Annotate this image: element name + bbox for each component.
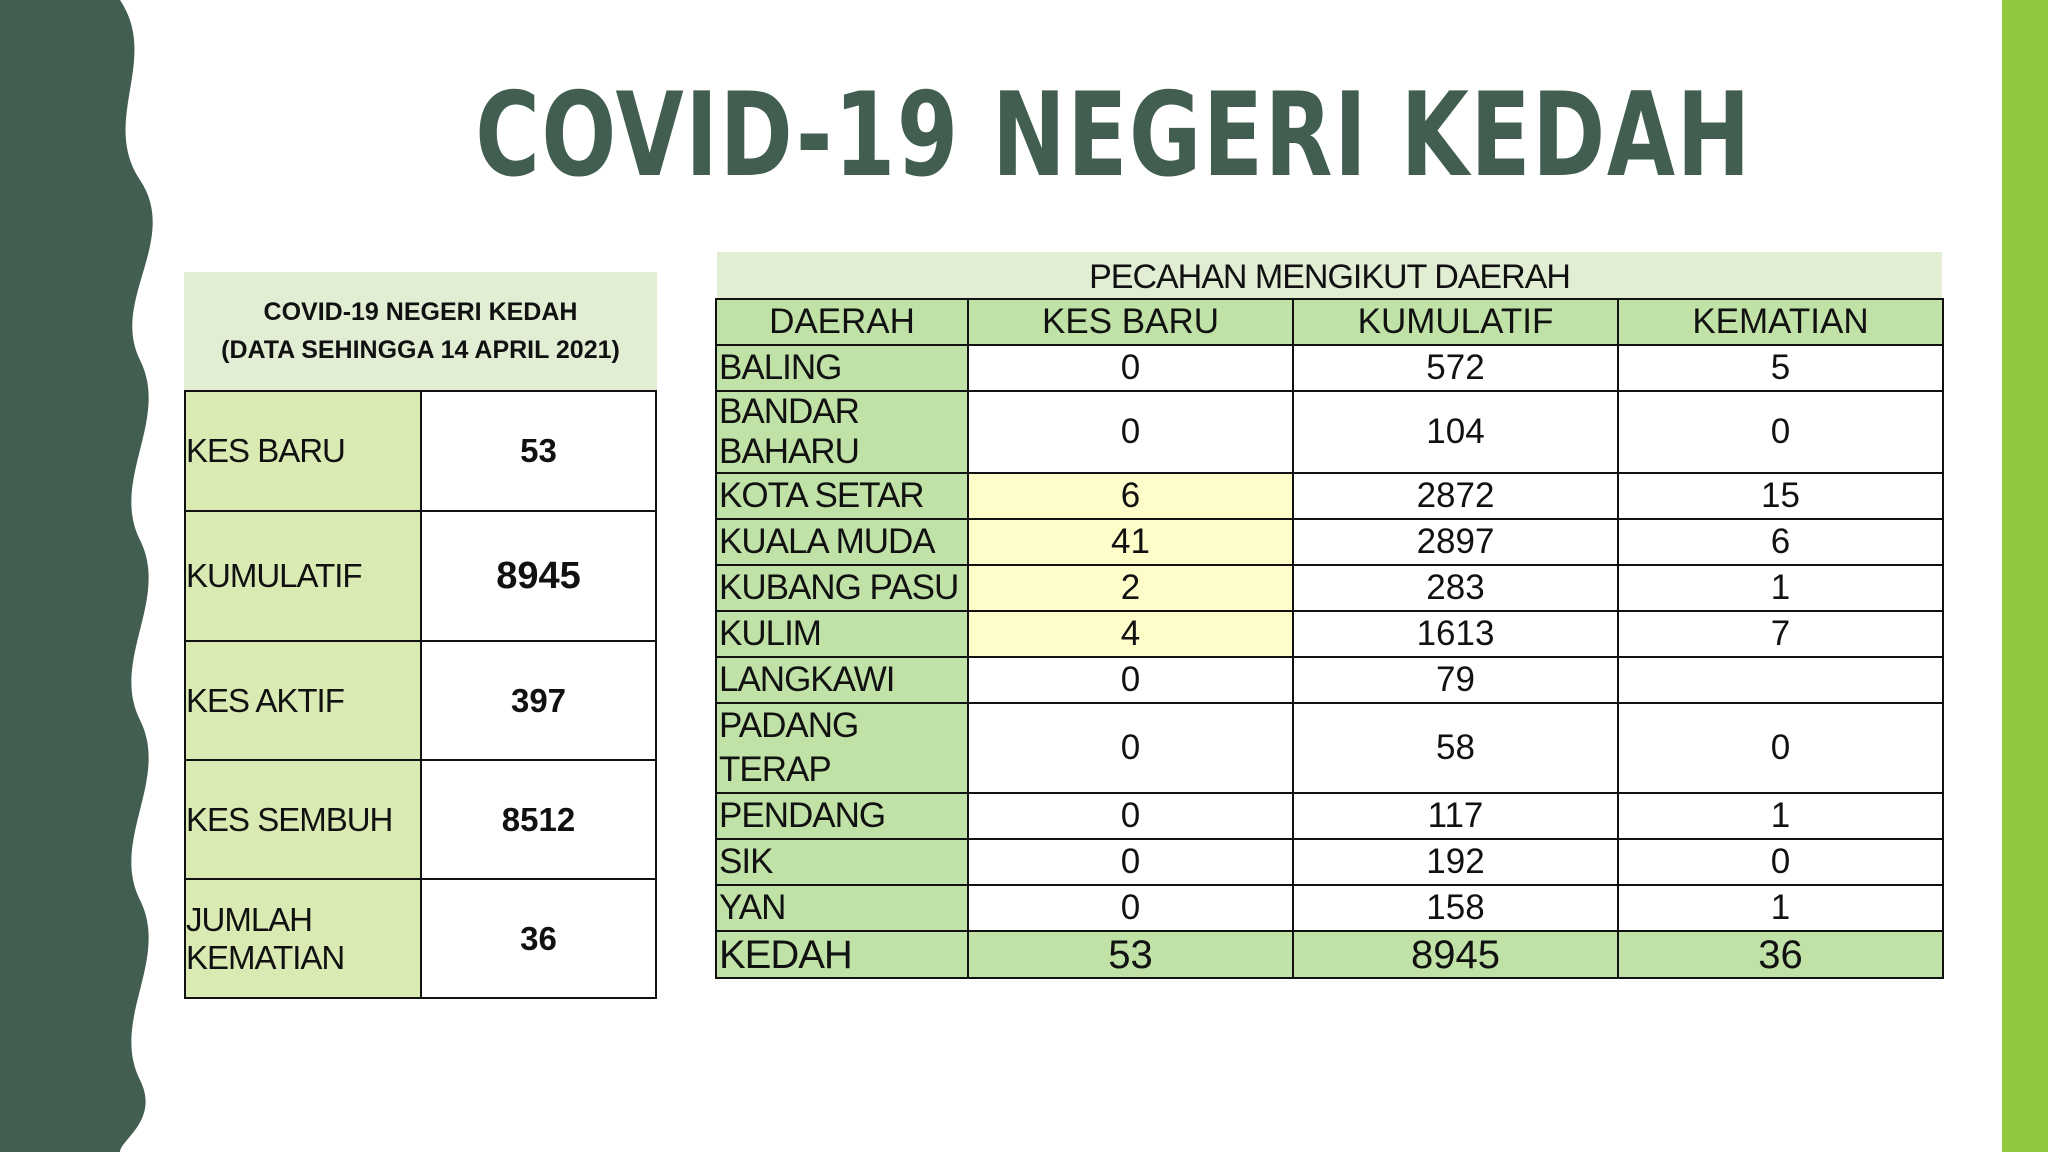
summary-row	[185, 879, 656, 998]
table-row	[716, 657, 1943, 703]
summary-value: 53	[421, 391, 656, 511]
kumulatif-cell: 104	[1293, 391, 1618, 473]
table-row	[716, 793, 1943, 839]
column-header: KES BARU	[968, 299, 1293, 345]
district-caption: PECAHAN MENGIKUT DAERAH	[717, 252, 1942, 298]
district-name-line: BANDAR	[719, 392, 859, 431]
district-name: PENDANG	[716, 793, 968, 839]
kes-baru-cell: 0	[968, 885, 1293, 931]
kumulatif-cell: 283	[1293, 565, 1618, 611]
district-name: KULIM	[716, 611, 968, 657]
district-name-line: BAHARU	[719, 432, 859, 471]
page-title: COVID-19 NEGERI KEDAH	[475, 68, 1752, 203]
right-accent-bar	[2002, 0, 2048, 1152]
total-kumulatif: 8945	[1293, 931, 1618, 978]
district-name	[716, 391, 968, 473]
table-row	[716, 611, 1943, 657]
summary-header	[184, 272, 657, 390]
summary-value: 8945	[421, 511, 656, 641]
kes-baru-cell: 41	[968, 519, 1293, 565]
kumulatif-cell: 2897	[1293, 519, 1618, 565]
kematian-cell: 0	[1618, 391, 1943, 473]
table-row	[716, 703, 1943, 793]
total-row	[716, 931, 1943, 978]
kes-baru-cell: 0	[968, 793, 1293, 839]
summary-value: 397	[421, 641, 656, 760]
kematian-cell: 1	[1618, 793, 1943, 839]
kes-baru-cell: 0	[968, 391, 1293, 473]
table-row	[716, 565, 1943, 611]
district-name: SIK	[716, 839, 968, 885]
kematian-cell: 1	[1618, 565, 1943, 611]
kumulatif-cell: 158	[1293, 885, 1618, 931]
kumulatif-cell: 572	[1293, 345, 1618, 391]
wavy-side-decoration	[0, 0, 160, 1152]
kes-baru-cell: 2	[968, 565, 1293, 611]
column-header: KUMULATIF	[1293, 299, 1618, 345]
kumulatif-cell: 192	[1293, 839, 1618, 885]
total-kematian: 36	[1618, 931, 1943, 978]
table-row	[716, 519, 1943, 565]
kes-baru-cell: 0	[968, 657, 1293, 703]
kumulatif-cell: 1613	[1293, 611, 1618, 657]
kematian-cell: 0	[1618, 839, 1943, 885]
summary-table	[184, 272, 657, 999]
summary-value: 8512	[421, 760, 656, 879]
kes-baru-cell: 4	[968, 611, 1293, 657]
district-name: KUBANG PASU	[716, 565, 968, 611]
district-name: PADANG TERAP	[716, 703, 968, 793]
summary-label: KES AKTIF	[185, 641, 421, 760]
district-name: BALING	[716, 345, 968, 391]
kematian-cell: 0	[1618, 703, 1943, 793]
kematian-cell: 6	[1618, 519, 1943, 565]
kes-baru-cell: 0	[968, 703, 1293, 793]
kematian-cell	[1618, 657, 1943, 703]
summary-label	[185, 879, 421, 998]
kes-baru-cell: 0	[968, 345, 1293, 391]
district-name: YAN	[716, 885, 968, 931]
total-kes-baru: 53	[968, 931, 1293, 978]
summary-row	[185, 391, 656, 511]
summary-row	[185, 511, 656, 641]
summary-row	[185, 641, 656, 760]
district-name: KOTA SETAR	[716, 473, 968, 519]
summary-label: KUMULATIF	[185, 511, 421, 641]
kes-baru-cell: 6	[968, 473, 1293, 519]
table-row	[716, 473, 1943, 519]
kematian-cell: 15	[1618, 473, 1943, 519]
total-name: KEDAH	[716, 931, 968, 978]
table-row	[716, 885, 1943, 931]
summary-label: KES SEMBUH	[185, 760, 421, 879]
kumulatif-cell: 58	[1293, 703, 1618, 793]
summary-row	[185, 760, 656, 879]
summary-header-title: COVID-19 NEGERI KEDAH	[263, 298, 578, 326]
kematian-cell: 1	[1618, 885, 1943, 931]
table-row	[716, 391, 1943, 473]
table-row	[716, 345, 1943, 391]
kematian-cell: 7	[1618, 611, 1943, 657]
kematian-cell: 5	[1618, 345, 1943, 391]
kumulatif-cell: 117	[1293, 793, 1618, 839]
column-header: DAERAH	[716, 299, 968, 345]
table-header-row	[716, 299, 1943, 345]
summary-value: 36	[421, 879, 656, 998]
table-row	[716, 839, 1943, 885]
district-table	[715, 252, 1942, 979]
summary-label: KES BARU	[185, 391, 421, 511]
kes-baru-cell: 0	[968, 839, 1293, 885]
summary-header-date: (DATA SEHINGGA 14 APRIL 2021)	[221, 336, 620, 364]
district-name: LANGKAWI	[716, 657, 968, 703]
column-header: KEMATIAN	[1618, 299, 1943, 345]
district-name: KUALA MUDA	[716, 519, 968, 565]
summary-label-line: KEMATIAN	[186, 938, 345, 976]
summary-label-line: JUMLAH	[186, 900, 313, 938]
kumulatif-cell: 79	[1293, 657, 1618, 703]
kumulatif-cell: 2872	[1293, 473, 1618, 519]
